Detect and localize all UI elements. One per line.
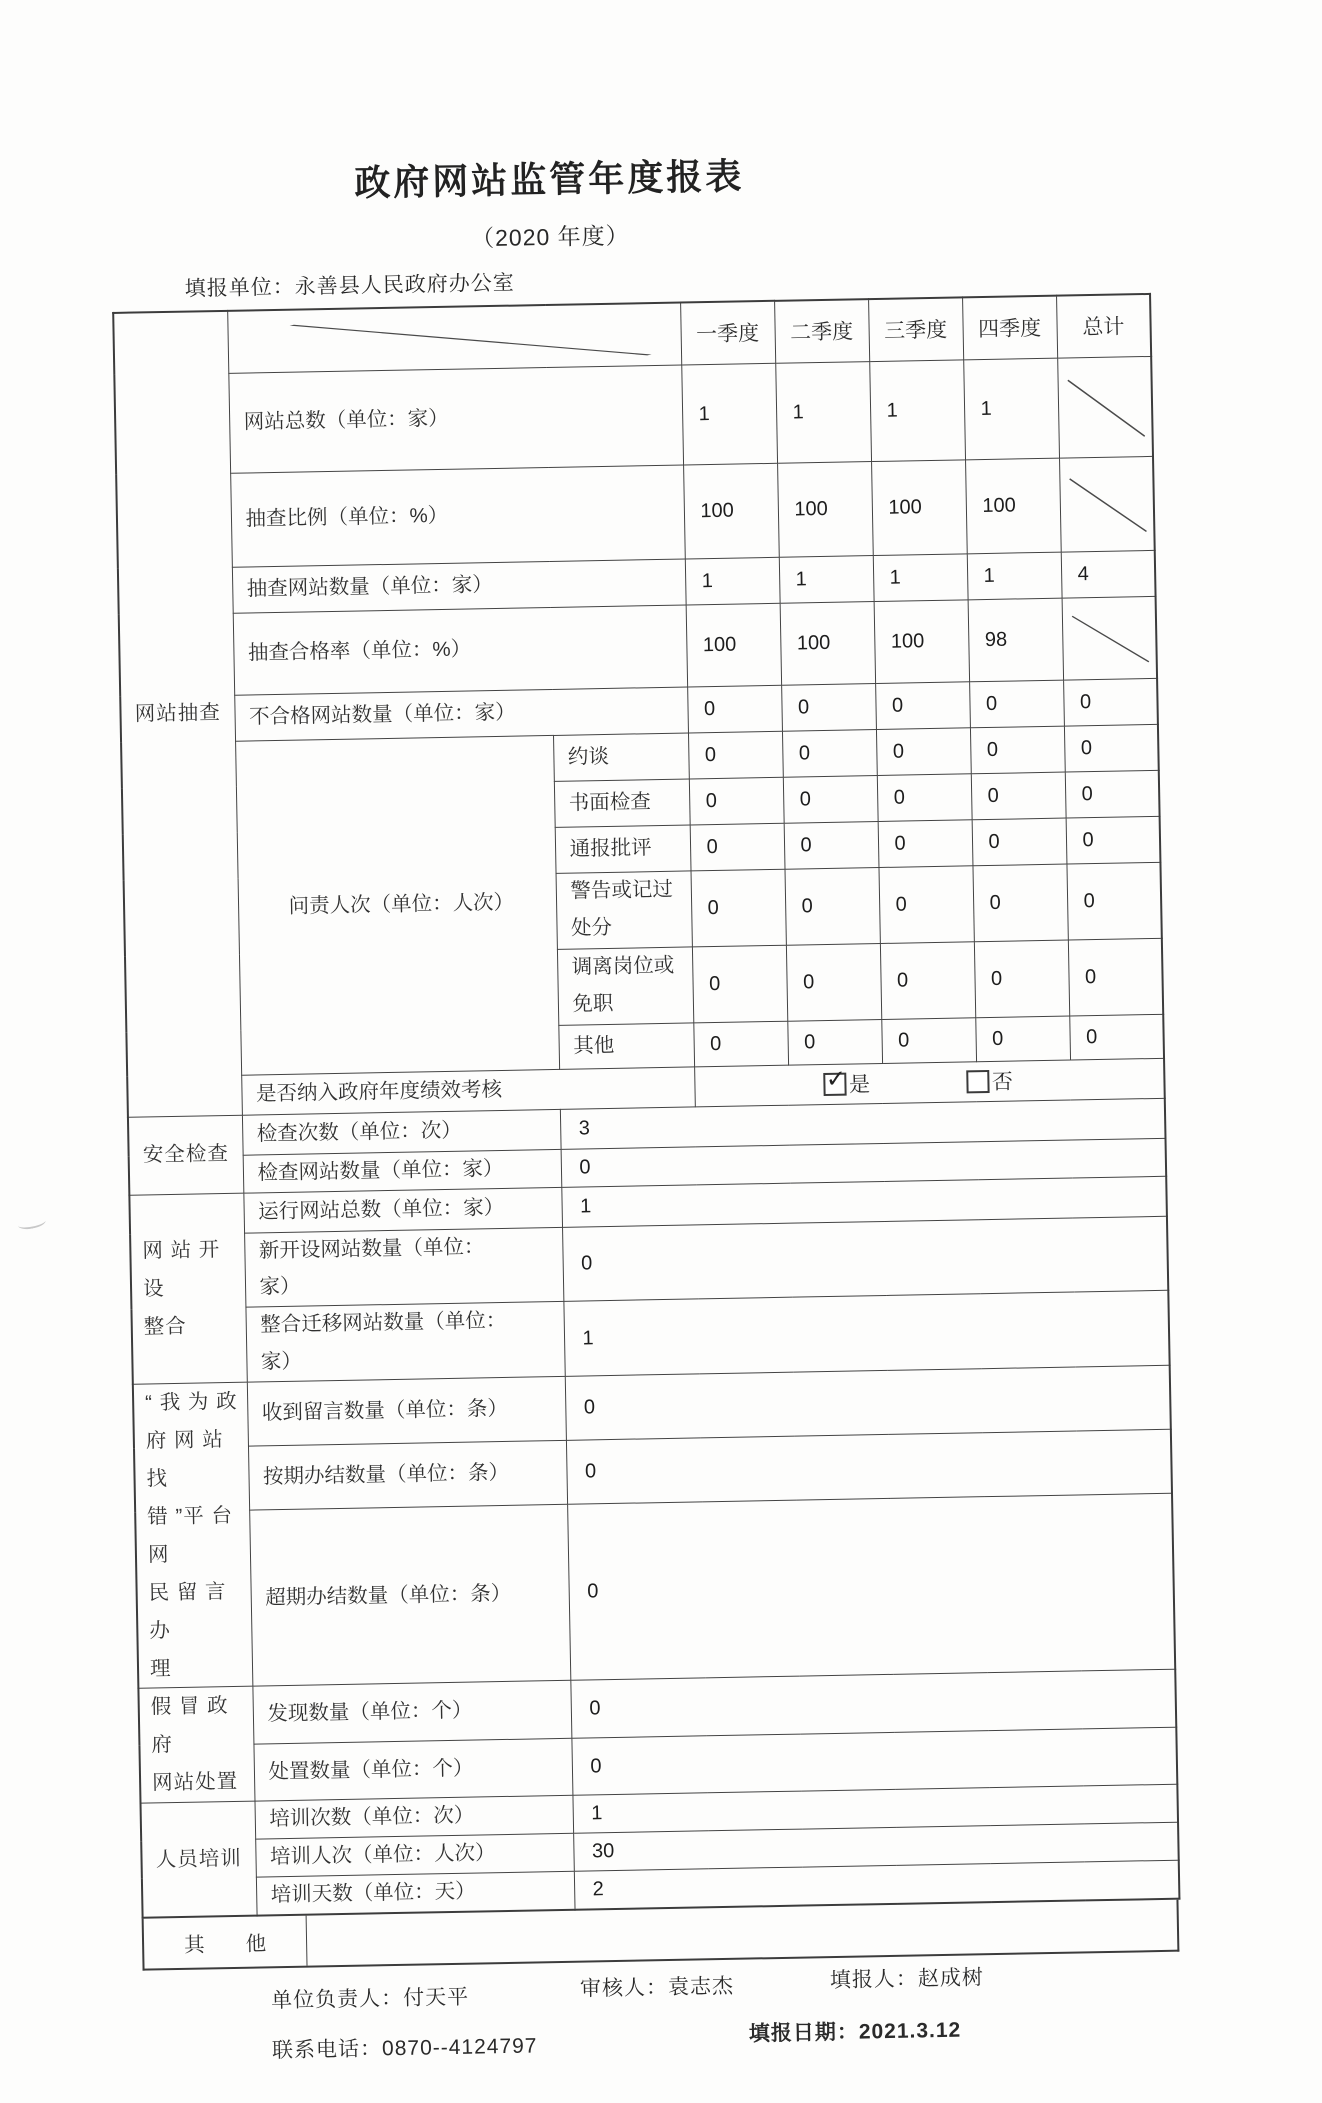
header-diagonal-cell — [227, 303, 681, 373]
cell-q2: 0 — [783, 775, 878, 823]
row-label: 处置数量（单位：个） — [253, 1738, 572, 1801]
option-yes — [823, 1065, 871, 1099]
report-date: 填报日期：2021.3.12 — [748, 2018, 962, 2046]
cell-q1: 1 — [681, 363, 777, 465]
cell-q2: 0 — [784, 867, 879, 945]
cell-q3: 1 — [869, 359, 965, 461]
cell-total: 0 — [1064, 724, 1159, 772]
checkbox-unchecked-icon — [966, 1070, 989, 1093]
cell-q1: 0 — [693, 1021, 788, 1067]
cell-value: 3 — [560, 1098, 1166, 1149]
cell-value: 1 — [572, 1784, 1178, 1833]
section-label-fake-site: 假 冒 政 府 网站处置 — [138, 1687, 254, 1804]
row-label-accountability: 问责人次（单位：人次） — [235, 735, 559, 1075]
cell-total: 0 — [1066, 816, 1161, 864]
cell-q4: 0 — [969, 680, 1064, 728]
cell-q3: 0 — [880, 941, 975, 1019]
cell-q3: 100 — [871, 459, 967, 555]
cell-q3: 0 — [878, 865, 973, 943]
cell-total: 4 — [1061, 550, 1156, 598]
cell-total-slash — [1062, 596, 1157, 680]
row-label: 检查网站数量（单位：家） — [243, 1149, 562, 1193]
cell-q1: 1 — [685, 557, 780, 605]
row-label: 检查次数（单位：次） — [242, 1109, 561, 1155]
sub-row-label: 约谈 — [553, 732, 689, 780]
option-no — [966, 1066, 1014, 1097]
cell-q1: 0 — [692, 945, 787, 1023]
cell-value: 1 — [561, 1176, 1167, 1227]
cell-total-slash — [1059, 456, 1155, 552]
page-title: 政府网站监管年度报表 — [353, 156, 745, 204]
row-label: 收到留言数量（单位：条） — [247, 1376, 566, 1446]
row-label: 新开设网站数量（单位： 家） — [244, 1227, 563, 1308]
row-label: 培训次数（单位：次） — [254, 1795, 573, 1839]
cell-total: 0 — [1066, 862, 1161, 940]
cell-q2: 0 — [787, 1019, 882, 1065]
reviewer: 审核人：袁志杰 — [579, 1974, 735, 2001]
sub-row-label: 通报批评 — [555, 824, 691, 872]
row-label: 按期办结数量（单位：条） — [248, 1441, 567, 1511]
cell-value: 0 — [561, 1138, 1167, 1187]
table-row — [135, 1494, 1175, 1689]
cell-q4: 0 — [972, 864, 1067, 942]
section-label-setup: 网 站 开 设 整合 — [129, 1193, 246, 1385]
cell-value: 2 — [574, 1860, 1180, 1909]
cell-q1: 0 — [688, 731, 783, 779]
cell-q3: 0 — [876, 727, 971, 775]
section-label-website-check: 网站抽查 — [113, 311, 242, 1117]
cell-q1: 100 — [683, 463, 779, 559]
section-label-other: 其 他 — [144, 1916, 308, 1969]
cell-q3: 0 — [878, 819, 973, 867]
footer — [143, 1962, 1182, 2101]
row-label: 培训天数（单位：天） — [256, 1871, 575, 1915]
row-label: 超期办结数量（单位：条） — [249, 1505, 570, 1687]
cell-value: 30 — [573, 1822, 1179, 1871]
section-label-training: 人员培训 — [141, 1801, 257, 1917]
cell-q3: 0 — [881, 1017, 976, 1063]
cell-q2: 0 — [781, 683, 876, 731]
sub-row-label: 调离岗位或 免职 — [557, 946, 693, 1024]
cell-q1: 0 — [690, 823, 785, 871]
row-label: 抽查比例（单位：%） — [230, 465, 685, 567]
diagonal-slash-icon — [228, 304, 681, 373]
row-label-performance: 是否纳入政府年度绩效考核 — [241, 1066, 695, 1114]
row-label: 培训人次（单位：人次） — [255, 1833, 574, 1877]
cell-q3: 0 — [877, 773, 972, 821]
cell-q2: 1 — [775, 361, 871, 463]
cell-value: 0 — [566, 1430, 1172, 1505]
responsible-person: 单位负责人：付天平 — [270, 1985, 470, 2013]
diagonal-slash-icon — [1058, 356, 1152, 457]
option-yes-label: 是 — [848, 1073, 871, 1097]
scan-artifact — [17, 1215, 47, 1231]
sub-row-label: 警告或记过 处分 — [556, 870, 692, 948]
row-label: 发现数量（单位：个） — [252, 1681, 571, 1744]
cell-q4: 1 — [967, 552, 1062, 600]
row-label: 网站总数（单位：家） — [228, 365, 683, 473]
sub-row-label: 书面检查 — [554, 778, 690, 826]
page-subtitle: （2020 年度） — [470, 222, 630, 252]
diagonal-slash-icon — [1060, 456, 1154, 551]
diagonal-slash-icon — [1062, 596, 1156, 679]
cell-q2: 100 — [780, 601, 875, 685]
cell-q3: 1 — [873, 553, 968, 601]
performance-options — [695, 1063, 1164, 1102]
cell-q1: 0 — [691, 869, 786, 947]
cell-value: 0 — [567, 1494, 1175, 1681]
col-header-total: 总计 — [1056, 294, 1151, 358]
cell-value: 0 — [562, 1216, 1168, 1302]
cell-q1: 100 — [686, 603, 781, 687]
cell-q2: 0 — [786, 943, 881, 1021]
scanned-report-sheet — [0, 138, 1322, 2063]
section-label-feedback: “ 我 为 政 府 网 站 找 错 ”平 台 网 民 留 言 办 理 — [133, 1382, 253, 1688]
col-header-q4: 四季度 — [962, 296, 1057, 360]
sub-row-label: 其他 — [558, 1022, 694, 1068]
cell-q3: 100 — [874, 599, 969, 683]
cell-q2: 100 — [777, 461, 873, 557]
cell-q4: 1 — [963, 358, 1059, 460]
cell-q1: 0 — [687, 685, 782, 733]
section-label-security: 安全检查 — [128, 1115, 243, 1195]
cell-q4: 0 — [975, 1016, 1070, 1062]
cell-q4: 98 — [968, 598, 1063, 682]
row-label: 运行网站总数（单位：家） — [243, 1187, 562, 1233]
contact-phone: 联系电话：0870--4124797 — [271, 2034, 538, 2063]
check-mark: ✓ — [825, 1065, 847, 1093]
row-label: 不合格网站数量（单位：家） — [234, 686, 688, 740]
cell-total: 0 — [1063, 678, 1158, 726]
row-label: 抽查合格率（单位：%） — [233, 604, 687, 694]
cell-total-slash — [1057, 356, 1153, 458]
cell-q4: 0 — [971, 772, 1066, 820]
option-no-label: 否 — [991, 1070, 1014, 1094]
cell-q4: 100 — [965, 458, 1061, 554]
cell-q4: 0 — [974, 940, 1069, 1018]
reporting-unit: 填报单位：永善县人民政府办公室 — [184, 271, 515, 301]
col-header-q2: 二季度 — [774, 299, 869, 363]
cell-q4: 0 — [970, 726, 1065, 774]
cell-total: 0 — [1065, 770, 1160, 818]
row-label: 抽查网站数量（单位：家） — [232, 559, 686, 613]
report-table — [112, 293, 1180, 1919]
report-header — [109, 141, 1148, 304]
cell-total: 0 — [1069, 1014, 1164, 1060]
cell-q4: 0 — [972, 818, 1067, 866]
form-filler: 填报人：赵成树 — [829, 1966, 985, 1992]
cell-q2: 0 — [782, 729, 877, 777]
cell-q2: 0 — [784, 821, 879, 869]
cell-q3: 0 — [875, 681, 970, 729]
cell-q2: 1 — [779, 555, 874, 603]
cell-value: 0 — [571, 1727, 1177, 1795]
col-header-q1: 一季度 — [680, 301, 775, 365]
cell-value: 0 — [565, 1365, 1171, 1440]
cell-total: 0 — [1068, 938, 1163, 1016]
cell-value: 0 — [570, 1670, 1176, 1738]
row-label: 整合迁移网站数量（单位： 家） — [245, 1302, 564, 1383]
cell-value: 1 — [563, 1291, 1169, 1377]
col-header-q3: 三季度 — [868, 297, 963, 361]
checkbox-checked-icon — [823, 1065, 847, 1095]
table-row — [114, 356, 1153, 475]
cell-q1: 0 — [689, 777, 784, 825]
